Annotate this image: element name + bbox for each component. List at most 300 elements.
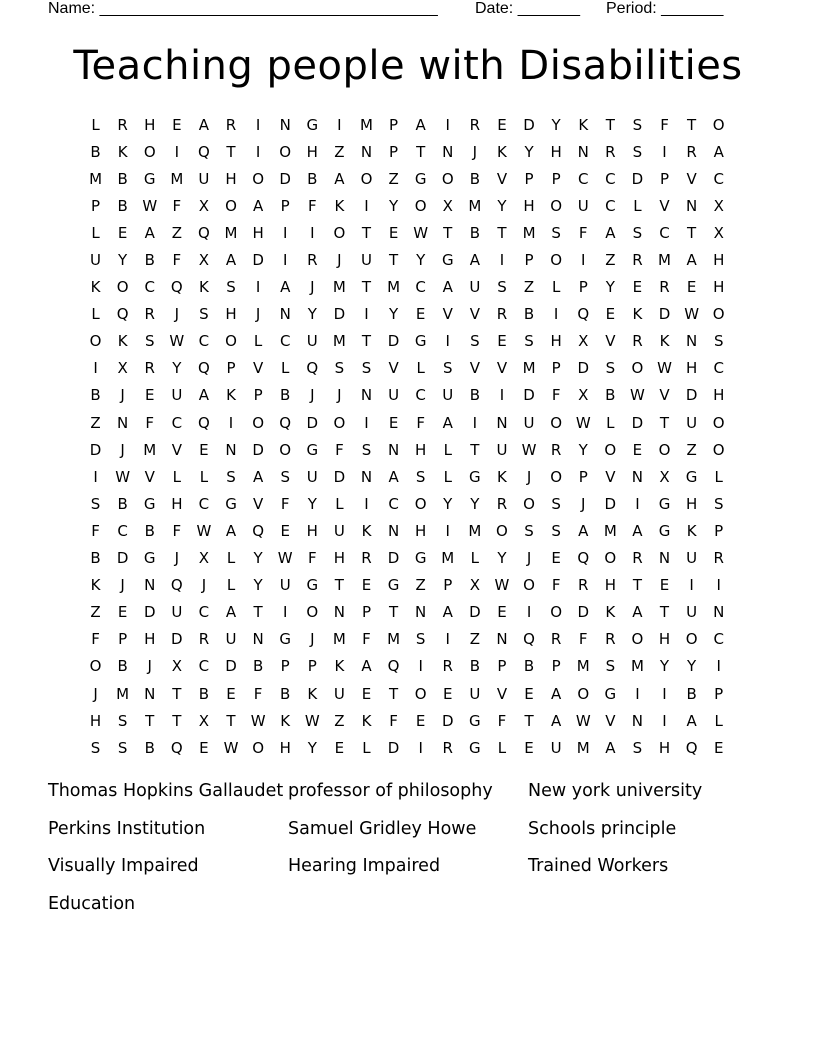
grid-letter: B [198, 684, 210, 703]
grid-letter: E [388, 223, 399, 242]
grid-letter: W [142, 196, 158, 215]
grid-letter: G [279, 630, 292, 649]
grid-letter: R [496, 305, 508, 324]
grid-letter: B [90, 549, 101, 568]
grid-letter: R [605, 142, 616, 161]
grid-letter: V [388, 359, 399, 378]
grid-letter: P [280, 657, 290, 676]
grid-letter: L [91, 305, 100, 324]
grid-letter: H [89, 711, 102, 730]
grid-letter: P [280, 196, 290, 215]
grid-letter: C [605, 169, 616, 188]
grid-letter: K [334, 196, 345, 215]
grid-letter: J [174, 549, 180, 568]
grid-letter: S [551, 223, 561, 242]
grid-letter: U [388, 386, 400, 405]
grid-letter: I [282, 603, 288, 622]
grid-letter: S [280, 467, 290, 486]
grid-letter: R [550, 630, 562, 649]
grid-letter: D [333, 305, 346, 324]
grid-letter: T [416, 142, 426, 161]
grid-letter: G [469, 738, 481, 757]
grid-letter: V [469, 305, 480, 324]
grid-letter: L [226, 549, 236, 568]
grid-letter: N [631, 467, 644, 486]
grid-letter: R [144, 305, 155, 324]
grid-letter: S [144, 332, 155, 351]
grid-letter: D [143, 603, 156, 622]
grid-letter: L [633, 196, 642, 215]
grid-letter: N [144, 684, 156, 703]
grid-letter: Q [170, 738, 183, 757]
grid-letter: U [333, 521, 345, 540]
grid-letter: Y [388, 196, 399, 215]
word-list-item: Thomas Hopkins Gallaudet [48, 781, 284, 801]
grid-letter: S [605, 359, 616, 378]
grid-letter: N [442, 142, 454, 161]
grid-letter: G [469, 711, 481, 730]
grid-letter: O [658, 440, 671, 459]
grid-letter: W [575, 711, 591, 730]
grid-letter: Y [578, 440, 588, 459]
name-field-label: Name: ______________________________________ [48, 0, 438, 17]
grid-letter: C [415, 386, 426, 405]
grid-letter: G [685, 467, 698, 486]
grid-letter: E [713, 738, 724, 757]
grid-letter: H [713, 386, 725, 405]
grid-letter: T [226, 711, 236, 730]
grid-letter: H [713, 278, 725, 297]
grid-letter: T [687, 223, 697, 242]
grid-letter: U [171, 603, 183, 622]
grid-letter: N [360, 467, 373, 486]
grid-letter: X [578, 386, 589, 405]
grid-letter: P [578, 278, 588, 297]
grid-letter: S [226, 278, 236, 297]
grid-letter: M [603, 521, 617, 540]
grid-letter: R [117, 115, 128, 134]
grid-letter: I [635, 684, 640, 703]
grid-letter: T [226, 142, 236, 161]
grid-letter: U [198, 169, 210, 188]
grid-letter: B [523, 657, 535, 676]
grid-letter: S [361, 359, 372, 378]
grid-letter: H [333, 549, 346, 568]
grid-letter: J [337, 386, 342, 405]
grid-letter: B [280, 684, 291, 703]
grid-letter: I [472, 413, 478, 432]
grid-letter: M [576, 657, 590, 676]
grid-letter: I [716, 657, 721, 676]
grid-letter: D [577, 603, 590, 622]
word-list-item: Samuel Gridley Howe [288, 818, 477, 839]
word-search-grid [82, 111, 732, 761]
grid-letter: C [388, 494, 399, 513]
grid-letter: W [684, 305, 700, 324]
grid-letter: B [117, 196, 128, 215]
grid-letter: E [632, 440, 643, 459]
grid-letter: Q [387, 657, 400, 676]
grid-letter: I [364, 413, 369, 432]
grid-letter: F [389, 711, 398, 730]
grid-letter: I [228, 413, 234, 432]
grid-letter: B [469, 223, 480, 242]
grid-letter: R [442, 738, 453, 757]
grid-letter: J [581, 494, 586, 513]
grid-letter: H [252, 223, 264, 242]
grid-letter: U [550, 738, 562, 757]
grid-letter: A [388, 467, 399, 486]
grid-letter: A [605, 738, 616, 757]
grid-letter: A [280, 278, 291, 297]
grid-letter: X [713, 223, 724, 242]
grid-letter: Z [90, 413, 101, 432]
grid-letter: Y [172, 359, 182, 378]
grid-letter: O [360, 169, 373, 188]
grid-letter: O [550, 251, 563, 270]
grid-letter: Y [443, 494, 453, 513]
grid-letter: B [144, 521, 155, 540]
grid-letter: N [496, 630, 508, 649]
grid-letter: A [225, 521, 237, 540]
grid-letter: P [118, 630, 128, 649]
grid-letter: B [252, 657, 264, 676]
grid-letter: O [550, 467, 563, 486]
grid-letter: A [686, 711, 697, 730]
grid-letter: Z [523, 278, 535, 297]
grid-letter: Y [470, 494, 480, 513]
grid-letter: R [144, 359, 155, 378]
grid-letter: Q [279, 413, 292, 432]
grid-letter: T [443, 223, 453, 242]
grid-letter: U [496, 440, 508, 459]
grid-letter: C [415, 278, 426, 297]
grid-letter: R [469, 115, 481, 134]
grid-letter: J [120, 386, 125, 405]
grid-letter: T [524, 711, 534, 730]
grid-letter: O [89, 332, 102, 351]
grid-letter: A [551, 711, 562, 730]
grid-letter: W [630, 386, 645, 405]
grid-letter: T [659, 413, 670, 432]
grid-letter: Z [171, 223, 182, 242]
grid-letter: C [198, 657, 210, 676]
grid-letter: O [550, 603, 563, 622]
grid-letter: T [172, 684, 182, 703]
grid-letter: D [225, 657, 237, 676]
grid-letter: I [282, 223, 288, 242]
grid-letter: V [442, 305, 453, 324]
grid-letter: P [443, 576, 453, 595]
grid-letter: O [116, 278, 129, 297]
grid-letter: F [362, 630, 371, 649]
grid-letter: G [306, 576, 319, 595]
grid-letter: S [117, 738, 128, 757]
grid-letter: C [605, 196, 616, 215]
grid-letter: H [279, 738, 291, 757]
grid-letter: R [713, 549, 724, 568]
grid-letter: G [143, 549, 156, 568]
grid-letter: N [252, 630, 264, 649]
grid-letter: N [685, 196, 698, 215]
grid-letter: V [496, 684, 508, 703]
grid-letter: H [144, 115, 156, 134]
grid-letter: E [632, 278, 643, 297]
grid-letter: M [143, 440, 157, 459]
grid-letter: S [713, 494, 724, 513]
grid-letter: V [252, 494, 264, 513]
grid-letter: E [172, 115, 182, 134]
grid-letter: X [578, 332, 589, 351]
grid-letter: O [252, 413, 265, 432]
grid-letter: A [334, 169, 345, 188]
grid-letter: O [631, 359, 644, 378]
grid-letter: W [223, 738, 239, 757]
grid-letter: A [442, 278, 453, 297]
grid-letter: K [686, 521, 697, 540]
grid-letter: L [335, 494, 344, 513]
grid-letter: H [306, 142, 318, 161]
grid-letter: A [198, 386, 210, 405]
grid-letter: H [225, 169, 237, 188]
period-field-label: Period: _______ [606, 0, 724, 17]
grid-letter: I [553, 305, 559, 324]
grid-letter: N [279, 115, 291, 134]
grid-letter: Q [577, 549, 590, 568]
grid-letter: E [226, 684, 236, 703]
grid-letter: X [198, 251, 210, 270]
grid-letter: V [469, 359, 480, 378]
grid-letter: E [443, 684, 453, 703]
grid-letter: E [524, 738, 534, 757]
grid-letter: Y [253, 549, 263, 568]
grid-letter: H [604, 576, 616, 595]
grid-letter: I [526, 603, 532, 622]
grid-letter: Q [577, 305, 590, 324]
grid-letter: U [279, 576, 291, 595]
grid-letter: L [253, 332, 263, 351]
grid-letter: L [416, 359, 425, 378]
grid-letter: O [252, 169, 265, 188]
grid-letter: J [472, 142, 478, 161]
grid-letter: L [226, 576, 236, 595]
grid-letter: B [280, 386, 291, 405]
grid-letter: O [550, 413, 563, 432]
grid-letter: J [337, 251, 342, 270]
grid-letter: Y [416, 251, 426, 270]
page-title: Teaching people with Disabilities [73, 43, 743, 89]
grid-letter: B [523, 305, 535, 324]
grid-letter: L [551, 278, 561, 297]
grid-letter: Y [307, 305, 317, 324]
grid-letter: H [658, 630, 671, 649]
grid-letter: X [469, 576, 480, 595]
grid-letter: E [280, 521, 290, 540]
grid-letter: N [496, 413, 508, 432]
grid-letter: Z [469, 630, 480, 649]
grid-letter: O [685, 630, 698, 649]
grid-letter: P [714, 684, 724, 703]
grid-letter: P [551, 169, 561, 188]
grid-letter: T [497, 223, 507, 242]
grid-letter: A [578, 521, 589, 540]
grid-letter: N [387, 521, 400, 540]
grid-letter: K [199, 278, 209, 297]
grid-letter: M [522, 223, 536, 242]
grid-letter: J [93, 684, 98, 703]
grid-letter: K [361, 711, 372, 730]
grid-letter: L [172, 467, 181, 486]
grid-letter: X [442, 196, 453, 215]
grid-letter: M [89, 169, 103, 188]
grid-letter: Z [334, 142, 345, 161]
grid-letter: W [196, 521, 212, 540]
grid-letter: H [306, 521, 318, 540]
grid-letter: N [333, 603, 345, 622]
grid-letter: P [361, 603, 371, 622]
grid-letter: M [332, 630, 346, 649]
grid-letter: I [282, 251, 288, 270]
grid-letter: G [414, 549, 427, 568]
grid-letter: F [497, 711, 507, 730]
word-list-item: professor of philosophy [288, 781, 493, 801]
grid-letter: S [443, 359, 453, 378]
grid-letter: N [360, 142, 373, 161]
grid-letter: O [604, 549, 617, 568]
grid-letter: V [605, 711, 616, 730]
grid-letter: D [577, 359, 590, 378]
grid-letter: I [662, 684, 667, 703]
grid-letter: Z [334, 711, 345, 730]
grid-letter: D [252, 251, 264, 270]
grid-letter: T [687, 115, 697, 134]
grid-letter: U [333, 684, 345, 703]
grid-letter: H [550, 142, 562, 161]
grid-letter: G [306, 115, 319, 134]
grid-letter: H [225, 305, 237, 324]
grid-letter: A [605, 223, 616, 242]
grid-letter: O [441, 169, 454, 188]
grid-letter: I [716, 576, 721, 595]
grid-letter: D [469, 603, 481, 622]
grid-letter: I [635, 494, 640, 513]
grid-letter: S [415, 467, 426, 486]
grid-letter: A [551, 684, 562, 703]
grid-letter: B [117, 494, 128, 513]
grid-letter: M [522, 359, 536, 378]
grid-letter: A [225, 251, 237, 270]
grid-letter: Q [252, 521, 265, 540]
grid-letter: A [442, 603, 453, 622]
word-list-item: Visually Impaired [48, 856, 199, 876]
grid-letter: R [605, 630, 616, 649]
grid-letter: D [279, 169, 291, 188]
grid-letter: F [145, 413, 155, 432]
grid-letter: P [389, 115, 399, 134]
grid-letter: N [387, 440, 400, 459]
grid-letter: F [551, 386, 561, 405]
date-field-label: Date: _______ [475, 0, 580, 17]
grid-letter: Z [686, 440, 697, 459]
grid-letter: O [306, 603, 319, 622]
grid-letter: Q [198, 413, 210, 432]
grid-letter: Q [198, 359, 210, 378]
grid-letter: W [115, 467, 131, 486]
grid-letter: H [523, 196, 535, 215]
grid-letter: V [496, 169, 508, 188]
grid-letter: W [494, 576, 510, 595]
grid-letter: N [577, 142, 589, 161]
grid-letter: B [469, 169, 480, 188]
grid-letter: P [497, 657, 507, 676]
grid-letter: J [174, 305, 180, 324]
grid-letter: M [332, 332, 346, 351]
grid-letter: D [252, 440, 264, 459]
grid-letter: U [686, 413, 698, 432]
grid-letter: E [524, 684, 534, 703]
grid-letter: M [468, 521, 482, 540]
grid-letter: G [387, 576, 400, 595]
grid-letter: G [306, 440, 319, 459]
grid-letter: K [361, 521, 372, 540]
grid-letter: O [414, 494, 427, 513]
grid-letter: P [659, 169, 670, 188]
grid-letter: M [441, 549, 455, 568]
grid-letter: D [171, 630, 183, 649]
grid-letter: K [578, 115, 589, 134]
grid-letter: D [387, 332, 400, 351]
grid-letter: E [415, 711, 426, 730]
grid-letter: J [310, 386, 315, 405]
grid-letter: O [550, 196, 563, 215]
grid-letter: R [659, 278, 670, 297]
grid-letter: C [198, 332, 210, 351]
grid-letter: C [713, 630, 724, 649]
grid-letter: Y [605, 278, 615, 297]
grid-letter: A [252, 467, 264, 486]
grid-letter: L [470, 549, 480, 568]
grid-letter: I [581, 251, 586, 270]
grid-letter: A [686, 251, 697, 270]
word-list-item: Hearing Impaired [288, 856, 441, 876]
grid-letter: M [360, 115, 373, 134]
grid-letter: F [172, 251, 182, 270]
grid-letter: S [632, 115, 643, 134]
grid-letter: J [526, 467, 532, 486]
grid-letter: O [143, 142, 156, 161]
grid-letter: E [361, 684, 372, 703]
grid-letter: U [442, 386, 454, 405]
grid-letter: O [712, 305, 725, 324]
grid-letter: U [306, 467, 318, 486]
grid-letter: B [117, 169, 128, 188]
grid-letter: S [361, 440, 372, 459]
grid-letter: G [469, 467, 481, 486]
grid-letter: V [605, 332, 616, 351]
grid-letter: M [170, 169, 184, 188]
grid-letter: E [388, 413, 399, 432]
grid-letter: I [174, 142, 180, 161]
grid-letter: D [333, 467, 346, 486]
grid-letter: Y [253, 576, 263, 595]
grid-letter: R [496, 494, 508, 513]
grid-letter: Y [551, 115, 561, 134]
grid-letter: S [117, 711, 128, 730]
header-fields [48, 0, 768, 22]
grid-letter: O [712, 115, 725, 134]
grid-letter: T [361, 278, 372, 297]
grid-letter: L [443, 440, 452, 459]
